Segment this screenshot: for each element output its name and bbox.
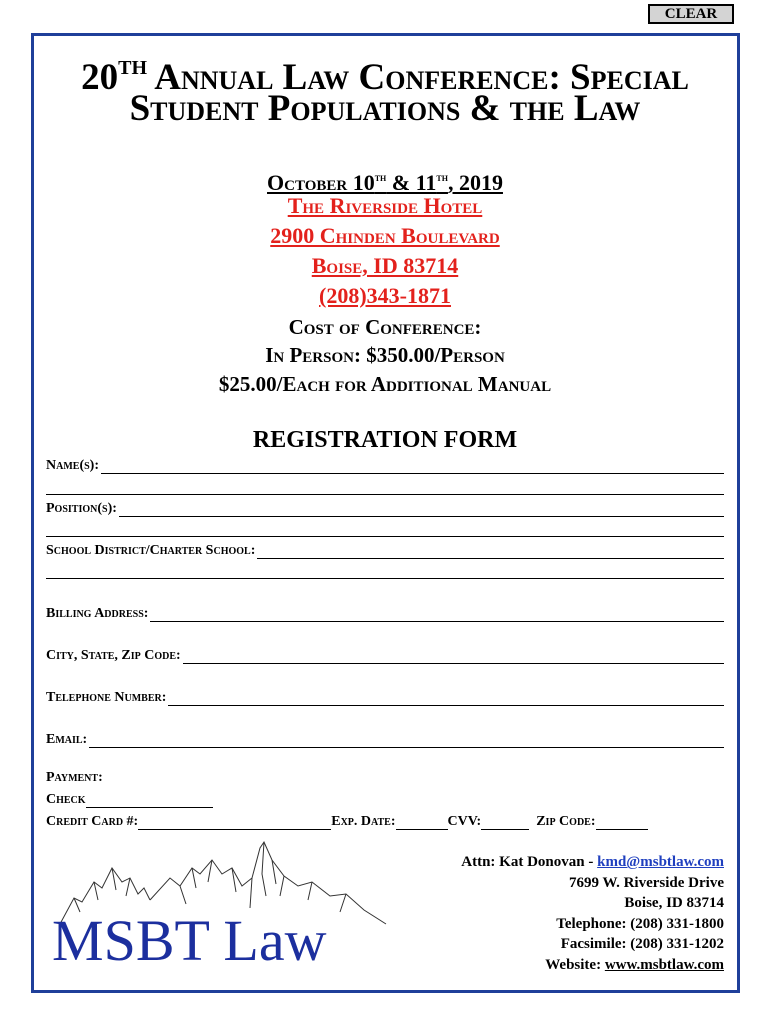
cvv-input[interactable] [481,817,529,830]
contact-block [461,852,724,976]
school-extra-line[interactable] [46,578,724,579]
telephone-field [46,690,724,706]
city-state-zip-input[interactable] [183,651,724,664]
contact-website-line [461,955,724,976]
cost-label: Cost of Conference: [288,315,482,339]
msbt-law-logo: MSBT Law [52,908,327,973]
hotel-city: Boise, ID 83714 [311,253,459,278]
attn-name: Attn: Kat Donovan - [461,854,598,870]
registration-form-heading: REGISTRATION FORM [252,427,518,453]
check-row [46,792,213,808]
names-label: Name(s): [46,458,99,473]
hotel-phone: (208)343-1871 [319,283,451,308]
date-suffix-1: th [374,170,387,184]
exp-date-input[interactable] [396,817,448,830]
cost-manual: $25.00/Each for Additional Manual [218,372,552,396]
contact-address-1: 7699 W. Riverside Drive [569,874,724,891]
school-label: School District/Charter School: [46,543,256,558]
title-line-2: Student Populations & the Law [129,88,641,129]
date-second: & 11 [386,170,437,195]
hotel-name: The Riverside Hotel [287,193,483,218]
names-extra-line[interactable] [46,494,724,495]
positions-field [46,501,724,517]
payment-label: Payment: [46,770,103,785]
positions-extra-line[interactable] [46,536,724,537]
cvv-label: CVV: [447,814,482,829]
date-suffix-2: th [436,170,448,184]
email-label: Email: [46,732,88,747]
billing-label: Billing Address: [46,606,149,621]
contact-email-link[interactable]: kmd@msbtlaw.com [597,854,724,870]
city-state-zip-field [46,648,724,664]
school-input[interactable] [257,546,724,559]
date-month: October 10 [267,170,375,195]
website-link[interactable]: www.msbtlaw.com [604,956,724,973]
credit-card-row [46,814,648,830]
contact-address-2: Boise, ID 83714 [624,895,724,912]
title-ordinal: TH [118,57,148,79]
zip-code-input[interactable] [596,817,648,830]
contact-facsimile: Facsimile: (208) 331-1202 [560,936,724,953]
email-field [46,732,724,748]
zip-code-label: Zip Code: [536,814,596,829]
website-label: Website: [545,956,605,973]
cost-in-person: In Person: $350.00/Person [265,343,505,367]
credit-card-label: Credit Card #: [46,814,139,829]
exp-date-label: Exp. Date: [331,814,396,829]
date-year: , 2019 [447,170,503,195]
hotel-street: 2900 Chinden Boulevard [270,223,500,248]
title-number: 20 [81,57,119,98]
positions-input[interactable] [119,504,724,517]
conference-dates [34,164,736,196]
attn-line [461,852,724,873]
billing-input[interactable] [150,609,724,622]
check-input[interactable] [86,795,213,808]
names-input[interactable] [101,461,724,474]
telephone-input[interactable] [168,693,724,706]
school-field [46,543,724,559]
title-text: Annual Law Conference: Special [147,57,689,98]
credit-card-input[interactable] [138,817,331,830]
check-label: Check [46,792,86,807]
positions-label: Position(s): [46,501,117,516]
contact-telephone: Telephone: (208) 331-1800 [556,915,724,932]
names-field [46,458,724,474]
clear-button[interactable]: CLEAR [648,4,734,24]
city-state-zip-label: City, State, Zip Code: [46,648,181,663]
email-input[interactable] [89,735,724,748]
telephone-label: Telephone Number: [46,690,167,705]
billing-field [46,606,724,622]
